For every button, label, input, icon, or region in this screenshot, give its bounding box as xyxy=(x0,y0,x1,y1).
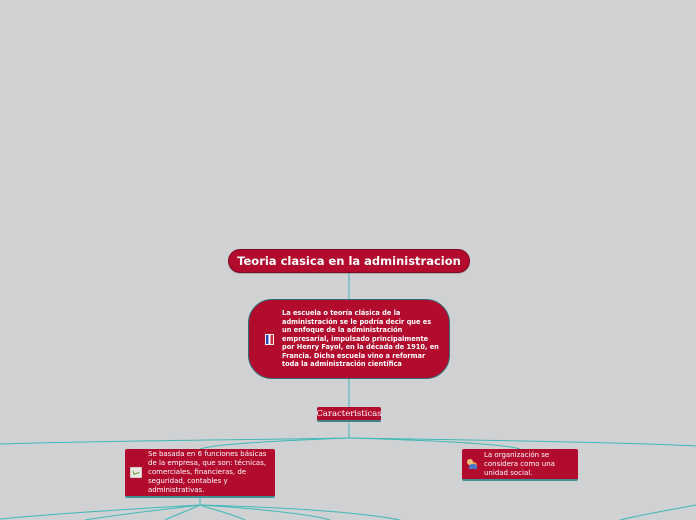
functions-text: Se basada en 6 funciones básicas de la empresa, que son: técnicas, comerciales, financieras, de seguridad, contables y administrativas. xyxy=(148,450,267,494)
connector-far-left xyxy=(0,438,349,444)
root-topic[interactable] xyxy=(228,249,470,273)
connector-sub-1 xyxy=(0,505,200,519)
document-check-icon xyxy=(130,467,142,478)
people-icon xyxy=(467,459,478,469)
connector-far-right xyxy=(349,438,696,446)
description-node[interactable] xyxy=(248,299,450,379)
characteristics-label: Caracteristicas xyxy=(316,408,382,419)
france-flag-icon xyxy=(265,334,274,345)
connector-right-sub xyxy=(620,505,696,520)
description-text: La escuela o teoría clásica de la administración se le podría decir que es un enfoque de la administración empresarial, impulsado principalmente por Henry Fayol, en la década de 1910, en Francia. Dicha escuela vino a reformar toda la administración científica xyxy=(282,309,439,369)
social-unit-node[interactable] xyxy=(462,449,578,481)
functions-node[interactable] xyxy=(125,449,275,498)
root-topic-label: Teoria clasica en la administracion xyxy=(237,254,461,268)
characteristics-node[interactable] xyxy=(317,407,381,422)
social-unit-text: La organización se considera como una unidad social. xyxy=(484,450,555,477)
